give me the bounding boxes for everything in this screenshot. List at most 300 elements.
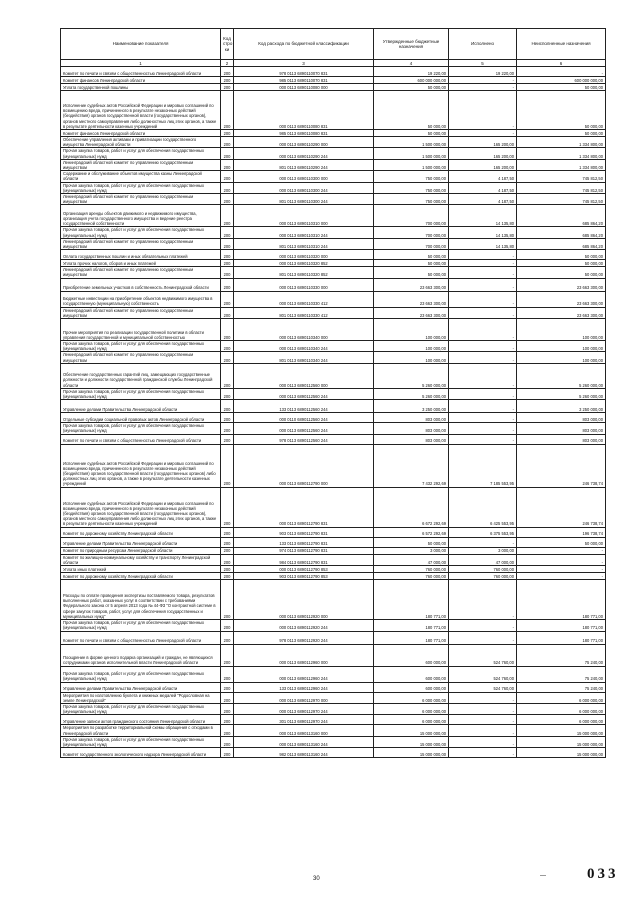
table-row xyxy=(61,666,606,682)
cell-approved: 5 260 000,00 xyxy=(374,363,449,388)
header-unexecuted: Неисполненные назначения xyxy=(517,29,606,60)
cell-line-code: 200 xyxy=(221,84,234,91)
cell-approved: 750 000,00 xyxy=(374,171,449,182)
cell-executed: - xyxy=(449,260,517,267)
cell-unexecuted: 23 663 300,00 xyxy=(517,291,606,307)
cell-indicator-name: Комитет финансов Ленинградской области xyxy=(61,130,221,137)
table-row xyxy=(61,715,606,725)
cell-indicator-name: Комитет по печати и связям с общественностью Ленинградской области xyxy=(61,67,221,77)
cell-unexecuted: 100 000,00 xyxy=(517,352,606,363)
table-row xyxy=(61,363,606,388)
cell-executed: - xyxy=(449,388,517,399)
table-row xyxy=(61,725,606,736)
table-row xyxy=(61,631,606,644)
cell-unexecuted: 75 240,00 xyxy=(517,666,606,682)
cell-unexecuted: 15 000 000,00 xyxy=(517,736,606,747)
cell-expense-code: 000 0113 6890110330 000 xyxy=(234,278,374,291)
table-row xyxy=(61,159,606,170)
cell-executed: - xyxy=(449,692,517,703)
cell-indicator-name: Комитет по дорожному хозяйству Ленинградской области xyxy=(61,527,221,537)
cell-indicator-name: Отдельные субсидии социальной правовых актов Ленинградской области xyxy=(61,413,221,423)
cell-indicator-name: Мероприятия по изготовлению буклета и книжных медалей "Родословная на земле Ленинградской" xyxy=(61,692,221,703)
cell-executed: - xyxy=(449,278,517,291)
cell-unexecuted: 3 250 000,00 xyxy=(517,400,606,413)
cell-line-code: 200 xyxy=(221,631,234,644)
table-row xyxy=(61,573,606,580)
table-row xyxy=(61,137,606,148)
cell-unexecuted: 75 240,00 xyxy=(517,644,606,666)
cell-approved: 100 000,00 xyxy=(374,341,449,352)
cell-unexecuted: 50 000,00 xyxy=(517,250,606,260)
cell-unexecuted: 5 260 000,00 xyxy=(517,388,606,399)
table-row xyxy=(61,444,606,487)
cell-approved: 5 260 000,00 xyxy=(374,388,449,399)
cell-approved: 19 220,00 xyxy=(374,67,449,77)
col-number: 2 xyxy=(221,60,234,67)
cell-line-code: 200 xyxy=(221,682,234,692)
table-row xyxy=(61,130,606,137)
cell-expense-code: 000 0113 6890112960 244 xyxy=(234,666,374,682)
cell-line-code: 200 xyxy=(221,278,234,291)
cell-executed: 6 425 553,95 xyxy=(449,487,517,527)
header-executed: Исполнено xyxy=(449,29,517,60)
cell-unexecuted: - xyxy=(517,554,606,565)
cell-approved: 6 572 292,69 xyxy=(374,527,449,537)
table-row xyxy=(61,692,606,703)
cell-executed: - xyxy=(449,91,517,130)
cell-expense-code: 000 0113 6890112970 244 xyxy=(234,703,374,714)
cell-indicator-name: Прочая закупка товаров, работ и услуг для обеспечения государственных (муниципальных) нужд xyxy=(61,148,221,159)
cell-indicator-name: Ленинградский областной комитет по управлению государственным имуществом xyxy=(61,307,221,318)
table-row xyxy=(61,434,606,444)
cell-unexecuted: 246 738,74 xyxy=(517,487,606,527)
cell-indicator-name: Уплата государственной пошлины xyxy=(61,84,221,91)
cell-approved: 803 000,00 xyxy=(374,434,449,444)
cell-unexecuted: 246 738,74 xyxy=(517,444,606,487)
cell-unexecuted: - xyxy=(517,547,606,554)
cell-unexecuted: 685 864,20 xyxy=(517,205,606,227)
cell-line-code: 200 xyxy=(221,537,234,547)
cell-expense-code: 000 0113 6890112790 000 xyxy=(234,444,374,487)
cell-executed: - xyxy=(449,620,517,631)
cell-executed: - xyxy=(449,423,517,434)
cell-indicator-name: Комитет по дорожному хозяйству Ленинградской области xyxy=(61,573,221,580)
cell-indicator-name: Управление делами Правительства Ленинградской области xyxy=(61,537,221,547)
cell-expense-code: 801 0113 6890110340 244 xyxy=(234,352,374,363)
cell-line-code: 200 xyxy=(221,341,234,352)
cell-unexecuted: 15 000 000,00 xyxy=(517,725,606,736)
cell-line-code: 200 xyxy=(221,238,234,249)
cell-expense-code: 000 0113 6890112790 853 xyxy=(234,566,374,573)
cell-executed: 760 000,00 xyxy=(449,573,517,580)
cell-expense-code: 000 0113 6890113160 244 xyxy=(234,736,374,747)
table-row xyxy=(61,77,606,84)
cell-expense-code: 000 0113 6890112920 244 xyxy=(234,620,374,631)
cell-unexecuted: 6 000 000,00 xyxy=(517,703,606,714)
cell-indicator-name: Мероприятия по разработке территориальной схемы обращения с отходами в Ленинградской области xyxy=(61,725,221,736)
cell-unexecuted: 23 663 300,00 xyxy=(517,278,606,291)
cell-executed: 524 760,00 xyxy=(449,682,517,692)
cell-approved: 23 663 300,00 xyxy=(374,307,449,318)
cell-expense-code: 978 0113 6890112560 244 xyxy=(234,434,374,444)
table-row xyxy=(61,388,606,399)
cell-expense-code: 974 0113 6890112790 831 xyxy=(234,547,374,554)
cell-unexecuted: 6 000 000,00 xyxy=(517,715,606,725)
cell-unexecuted: 1 334 800,00 xyxy=(517,148,606,159)
cell-indicator-name: Поощрение в форме ценного подарка организаций и граждан, не являющихся сотрудниками органов исполнительной власти Ленинградской области xyxy=(61,644,221,666)
cell-line-code: 200 xyxy=(221,527,234,537)
cell-approved: 47 000,00 xyxy=(374,554,449,565)
cell-indicator-name: Исполнение судебных актов Российской Федерации и мировых соглашений по возмещению вреда, причиненного в результате незаконных действий (бездействия) органов государственной власти (государственных органов), органов местного самоуправления либо должностных лиц этих органов, а также в результате деятельности казенных учреждений xyxy=(61,91,221,130)
cell-approved: 6 000 000,00 xyxy=(374,692,449,703)
cell-indicator-name: Прочая закупка товаров, работ и услуг для обеспечения государственных (муниципальных) нужд xyxy=(61,703,221,714)
cell-approved: 1 500 000,00 xyxy=(374,137,449,148)
cell-executed: - xyxy=(449,748,517,758)
cell-executed: - xyxy=(449,250,517,260)
cell-expense-code: 801 0113 6890110310 244 xyxy=(234,238,374,249)
cell-expense-code: 000 0110 6890112560 244 xyxy=(234,413,374,423)
cell-approved: 600 000,00 xyxy=(374,666,449,682)
cell-expense-code: 000 0113 6890110300 000 xyxy=(234,171,374,182)
cell-executed: - xyxy=(449,631,517,644)
cell-executed: 14 135,80 xyxy=(449,238,517,249)
col-number: 3 xyxy=(234,60,374,67)
cell-executed: - xyxy=(449,725,517,736)
cell-expense-code: 000 0113 6890110080 831 xyxy=(234,91,374,130)
cell-expense-code: 801 0113 6890110320 852 xyxy=(234,267,374,278)
cell-approved: 760 000,00 xyxy=(374,573,449,580)
cell-approved: 100 000,00 xyxy=(374,352,449,363)
table-row xyxy=(61,413,606,423)
cell-expense-code: 903 0113 6890112790 853 xyxy=(234,573,374,580)
cell-indicator-name: Управление делами Правительства Ленинградской области xyxy=(61,400,221,413)
cell-unexecuted: 100 000,00 xyxy=(517,341,606,352)
cell-line-code: 200 xyxy=(221,666,234,682)
cell-expense-code: 000 0113 6890110320 000 xyxy=(234,250,374,260)
cell-indicator-name: Приобретение земельных участков в собственность Ленинградской области xyxy=(61,278,221,291)
table-row xyxy=(61,194,606,205)
cell-executed: 3 000,00 xyxy=(449,547,517,554)
col-number: 5 xyxy=(449,60,517,67)
table-row xyxy=(61,566,606,573)
cell-unexecuted: 180 771,00 xyxy=(517,631,606,644)
cell-approved: 760 000,00 xyxy=(374,566,449,573)
table-row xyxy=(61,341,606,352)
table-row xyxy=(61,580,606,620)
cell-approved: 803 000,00 xyxy=(374,423,449,434)
cell-indicator-name: Прочая закупка товаров, работ и услуг для обеспечения государственных (муниципальных) нужд xyxy=(61,620,221,631)
cell-executed: - xyxy=(449,291,517,307)
cell-expense-code: 000 0113 6890112920 000 xyxy=(234,580,374,620)
table-row xyxy=(61,182,606,193)
cell-line-code: 200 xyxy=(221,182,234,193)
cell-indicator-name: Прочая закупка товаров, работ и услуг для обеспечения государственных (муниципальных) нужд xyxy=(61,341,221,352)
table-row xyxy=(61,319,606,341)
cell-expense-code: 133 0113 6890112960 244 xyxy=(234,682,374,692)
cell-executed: 4 187,50 xyxy=(449,182,517,193)
cell-approved: 180 771,00 xyxy=(374,580,449,620)
table-row xyxy=(61,291,606,307)
cell-approved: 23 663 300,00 xyxy=(374,278,449,291)
cell-expense-code: 000 0113 6890110330 412 xyxy=(234,291,374,307)
table-row xyxy=(61,227,606,238)
cell-line-code: 200 xyxy=(221,547,234,554)
cell-indicator-name: Прочая закупка товаров, работ и услуг для обеспечения государственных (муниципальных) нужд xyxy=(61,182,221,193)
cell-approved: 15 000 000,00 xyxy=(374,748,449,758)
table-row xyxy=(61,267,606,278)
cell-executed: - xyxy=(449,703,517,714)
cell-expense-code: 000 0113 6890110300 244 xyxy=(234,182,374,193)
cell-expense-code: 301 0113 6890112970 244 xyxy=(234,715,374,725)
cell-executed: 19 220,00 xyxy=(449,67,517,77)
cell-unexecuted: 50 000,00 xyxy=(517,91,606,130)
cell-line-code: 200 xyxy=(221,77,234,84)
cell-unexecuted: 50 000,00 xyxy=(517,130,606,137)
cell-approved: 50 000,00 xyxy=(374,537,449,547)
cell-executed: - xyxy=(449,84,517,91)
cell-expense-code: 801 0113 6890110330 412 xyxy=(234,307,374,318)
cell-line-code: 200 xyxy=(221,644,234,666)
table-row xyxy=(61,250,606,260)
cell-indicator-name: Ленинградский областной комитет по управлению государственным имуществом xyxy=(61,194,221,205)
cell-line-code: 200 xyxy=(221,692,234,703)
cell-expense-code: 978 0113 6890110070 831 xyxy=(234,67,374,77)
table-row xyxy=(61,423,606,434)
table-header-row xyxy=(61,29,606,60)
cell-expense-code: 000 0113 6890110080 000 xyxy=(234,84,374,91)
cell-unexecuted: - xyxy=(517,573,606,580)
column-number-row xyxy=(61,60,606,67)
cell-indicator-name: Прочие мероприятия по реализации государственной политики в области управления государственной и муниципальной собственностью xyxy=(61,319,221,341)
cell-executed: 524 760,00 xyxy=(449,644,517,666)
cell-line-code: 200 xyxy=(221,736,234,747)
cell-line-code: 200 xyxy=(221,291,234,307)
col-number: 1 xyxy=(61,60,221,67)
cell-approved: 750 000,00 xyxy=(374,182,449,193)
cell-expense-code: 903 0113 6890112790 831 xyxy=(234,527,374,537)
cell-unexecuted: 15 000 000,00 xyxy=(517,748,606,758)
cell-indicator-name: Обеспечение управления активами и приватизации государственного имущества Ленинградской области xyxy=(61,137,221,148)
cell-expense-code: 133 0113 6890112560 244 xyxy=(234,400,374,413)
cell-unexecuted: 6 000 000,00 xyxy=(517,692,606,703)
cell-executed: - xyxy=(449,77,517,84)
cell-approved: 180 771,00 xyxy=(374,620,449,631)
cell-unexecuted: 100 000,00 xyxy=(517,319,606,341)
cell-indicator-name: Комитет по жилищно-коммунальному хозяйству и транспорту Ленинградской области xyxy=(61,554,221,565)
table-row xyxy=(61,278,606,291)
cell-executed: 760 000,00 xyxy=(449,566,517,573)
cell-executed: 165 200,00 xyxy=(449,159,517,170)
cell-line-code: 200 xyxy=(221,400,234,413)
cell-expense-code: 801 0113 6890110300 244 xyxy=(234,194,374,205)
cell-line-code: 200 xyxy=(221,205,234,227)
cell-approved: 750 000,00 xyxy=(374,194,449,205)
cell-executed: - xyxy=(449,130,517,137)
cell-unexecuted: - xyxy=(517,566,606,573)
cell-unexecuted: 685 864,20 xyxy=(517,238,606,249)
cell-line-code: 200 xyxy=(221,250,234,260)
cell-line-code: 200 xyxy=(221,319,234,341)
table-body xyxy=(61,67,606,758)
table-row xyxy=(61,67,606,77)
cell-approved: 600 000 000,00 xyxy=(374,77,449,84)
cell-executed: - xyxy=(449,580,517,620)
table-row xyxy=(61,307,606,318)
cell-approved: 7 432 292,69 xyxy=(374,444,449,487)
cell-indicator-name: Прочая закупка товаров, работ и услуг для обеспечения государственных (муниципальных) нужд xyxy=(61,423,221,434)
table-row xyxy=(61,736,606,747)
cell-approved: 50 000,00 xyxy=(374,250,449,260)
budget-execution-table xyxy=(60,28,606,758)
cell-expense-code: 985 0113 6890110070 831 xyxy=(234,77,374,84)
cell-line-code: 200 xyxy=(221,580,234,620)
cell-unexecuted: 1 334 800,00 xyxy=(517,159,606,170)
cell-executed: - xyxy=(449,434,517,444)
cell-expense-code: 985 0113 6890110080 831 xyxy=(234,130,374,137)
cell-expense-code: 000 0113 6890112560 244 xyxy=(234,423,374,434)
cell-executed: 165 200,00 xyxy=(449,137,517,148)
cell-executed: 4 187,50 xyxy=(449,171,517,182)
cell-line-code: 200 xyxy=(221,444,234,487)
cell-expense-code: 982 0113 6890113160 244 xyxy=(234,748,374,758)
cell-indicator-name: Комитет по печати и связям с общественностью Ленинградской области xyxy=(61,631,221,644)
cell-unexecuted: 196 738,74 xyxy=(517,527,606,537)
cell-unexecuted: - xyxy=(517,67,606,77)
cell-unexecuted: 803 000,00 xyxy=(517,434,606,444)
table-row xyxy=(61,260,606,267)
cell-unexecuted: 23 663 300,00 xyxy=(517,307,606,318)
sheet-number-stamp: 033 xyxy=(587,866,619,882)
cell-executed: 7 185 553,95 xyxy=(449,444,517,487)
cell-expense-code: 000 0113 6890112560 244 xyxy=(234,388,374,399)
cell-indicator-name: Комитет государственного экологического надзора Ленинградской области xyxy=(61,748,221,758)
cell-approved: 6 000 000,00 xyxy=(374,715,449,725)
cell-line-code: 200 xyxy=(221,363,234,388)
table-row xyxy=(61,400,606,413)
cell-line-code: 200 xyxy=(221,352,234,363)
cell-unexecuted: 803 000,00 xyxy=(517,423,606,434)
cell-indicator-name: Уплата иных платежей xyxy=(61,566,221,573)
cell-indicator-name: Расходы по оплате проведения экспертизы поставляемого товара, результатов выполненных работ, оказанных услуг в соответствии с требованиями Федерального закона от 5 апреля 2013 года № 44-ФЗ "О контрактной системе в сфере закупок товаров, работ, услуг для обеспечения государственных и муниципальных нужд" xyxy=(61,580,221,620)
report-sheet xyxy=(60,28,605,758)
header-line-code: Код стро ки xyxy=(221,29,234,60)
cell-approved: 600 000,00 xyxy=(374,682,449,692)
cell-approved: 50 000,00 xyxy=(374,91,449,130)
cell-expense-code: 801 0113 6890110290 244 xyxy=(234,159,374,170)
cell-approved: 15 000 000,00 xyxy=(374,736,449,747)
cell-executed: - xyxy=(449,341,517,352)
cell-unexecuted: 745 812,50 xyxy=(517,171,606,182)
cell-executed: - xyxy=(449,413,517,423)
table-row xyxy=(61,205,606,227)
cell-executed: - xyxy=(449,319,517,341)
col-number: 4 xyxy=(374,60,449,67)
cell-expense-code: 000 0113 6890110290 244 xyxy=(234,148,374,159)
cell-approved: 700 000,00 xyxy=(374,227,449,238)
cell-line-code: 200 xyxy=(221,715,234,725)
cell-approved: 700 000,00 xyxy=(374,205,449,227)
cell-executed: - xyxy=(449,363,517,388)
cell-line-code: 200 xyxy=(221,194,234,205)
table-row xyxy=(61,748,606,758)
cell-indicator-name: Комитет по печати и связям с общественностью Ленинградской области xyxy=(61,434,221,444)
cell-expense-code: 000 0113 6890112970 000 xyxy=(234,692,374,703)
cell-indicator-name: Организация аренды объектов движимого и недвижимого имущества, организация учета государственного имущества и ведение реестра государственной собственности xyxy=(61,205,221,227)
cell-expense-code: 133 0113 6890112790 831 xyxy=(234,537,374,547)
cell-expense-code: 000 0113 6890112560 000 xyxy=(234,363,374,388)
cell-indicator-name: Прочая закупка товаров, работ и услуг для обеспечения государственных (муниципальных) нужд xyxy=(61,388,221,399)
cell-unexecuted: 1 334 800,00 xyxy=(517,137,606,148)
cell-executed: - xyxy=(449,736,517,747)
cell-line-code: 200 xyxy=(221,91,234,130)
cell-approved: 6 000 000,00 xyxy=(374,703,449,714)
cell-expense-code: 978 0113 6890112920 244 xyxy=(234,631,374,644)
cell-expense-code: 984 0113 6890112790 831 xyxy=(234,554,374,565)
cell-approved: 50 000,00 xyxy=(374,260,449,267)
cell-executed: - xyxy=(449,715,517,725)
cell-indicator-name: Прочая закупка товаров, работ и услуг для обеспечения государственных (муниципальных) нужд xyxy=(61,227,221,238)
cell-line-code: 200 xyxy=(221,423,234,434)
table-row xyxy=(61,644,606,666)
cell-expense-code: 000 0113 6890110320 852 xyxy=(234,260,374,267)
cell-executed: 524 760,00 xyxy=(449,666,517,682)
cell-indicator-name: Управление записи актов гражданского состояния Ленинградской области xyxy=(61,715,221,725)
cell-unexecuted: 180 771,00 xyxy=(517,580,606,620)
cell-executed: 6 375 553,95 xyxy=(449,527,517,537)
cell-executed: - xyxy=(449,537,517,547)
cell-line-code: 200 xyxy=(221,267,234,278)
table-row xyxy=(61,703,606,714)
cell-approved: 600 000,00 xyxy=(374,644,449,666)
cell-indicator-name: Управление делами Правительства Ленинградской области xyxy=(61,682,221,692)
cell-executed: 165 200,00 xyxy=(449,148,517,159)
table-row xyxy=(61,537,606,547)
cell-indicator-name: Комитет по природным ресурсам Ленинградской области xyxy=(61,547,221,554)
table-row xyxy=(61,171,606,182)
table-row xyxy=(61,238,606,249)
cell-line-code: 200 xyxy=(221,227,234,238)
cell-line-code: 200 xyxy=(221,148,234,159)
cell-expense-code: 000 0113 6890112960 000 xyxy=(234,644,374,666)
cell-indicator-name: Обеспечение государственных гарантий лиц, замещающих государственные должности и должности государственной гражданской службы Ленинградской области xyxy=(61,363,221,388)
cell-line-code: 200 xyxy=(221,566,234,573)
cell-executed: 47 000,00 xyxy=(449,554,517,565)
cell-approved: 3 000,00 xyxy=(374,547,449,554)
cell-approved: 50 000,00 xyxy=(374,130,449,137)
table-row xyxy=(61,554,606,565)
cell-approved: 100 000,00 xyxy=(374,319,449,341)
cell-unexecuted: 803 000,00 xyxy=(517,413,606,423)
cell-line-code: 200 xyxy=(221,748,234,758)
cell-indicator-name: Уплата прочих налогов, сборов и иных платежей xyxy=(61,260,221,267)
cell-expense-code: 000 0113 6890110340 000 xyxy=(234,319,374,341)
cell-line-code: 200 xyxy=(221,130,234,137)
cell-approved: 6 672 292,69 xyxy=(374,487,449,527)
col-number: 6 xyxy=(517,60,606,67)
cell-indicator-name: Прочая закупка товаров, работ и услуг для обеспечения государственных (муниципальных) нужд xyxy=(61,666,221,682)
cell-line-code: 200 xyxy=(221,573,234,580)
cell-executed: 4 187,50 xyxy=(449,194,517,205)
cell-line-code: 200 xyxy=(221,137,234,148)
cell-line-code: 200 xyxy=(221,260,234,267)
cell-indicator-name: Комитет финансов Ленинградской области xyxy=(61,77,221,84)
cell-unexecuted: 50 000,00 xyxy=(517,537,606,547)
cell-line-code: 200 xyxy=(221,67,234,77)
cell-unexecuted: 745 812,50 xyxy=(517,194,606,205)
cell-indicator-name: Ленинградский областной комитет по управлению государственным имуществом xyxy=(61,352,221,363)
table-row xyxy=(61,148,606,159)
cell-approved: 180 771,00 xyxy=(374,631,449,644)
